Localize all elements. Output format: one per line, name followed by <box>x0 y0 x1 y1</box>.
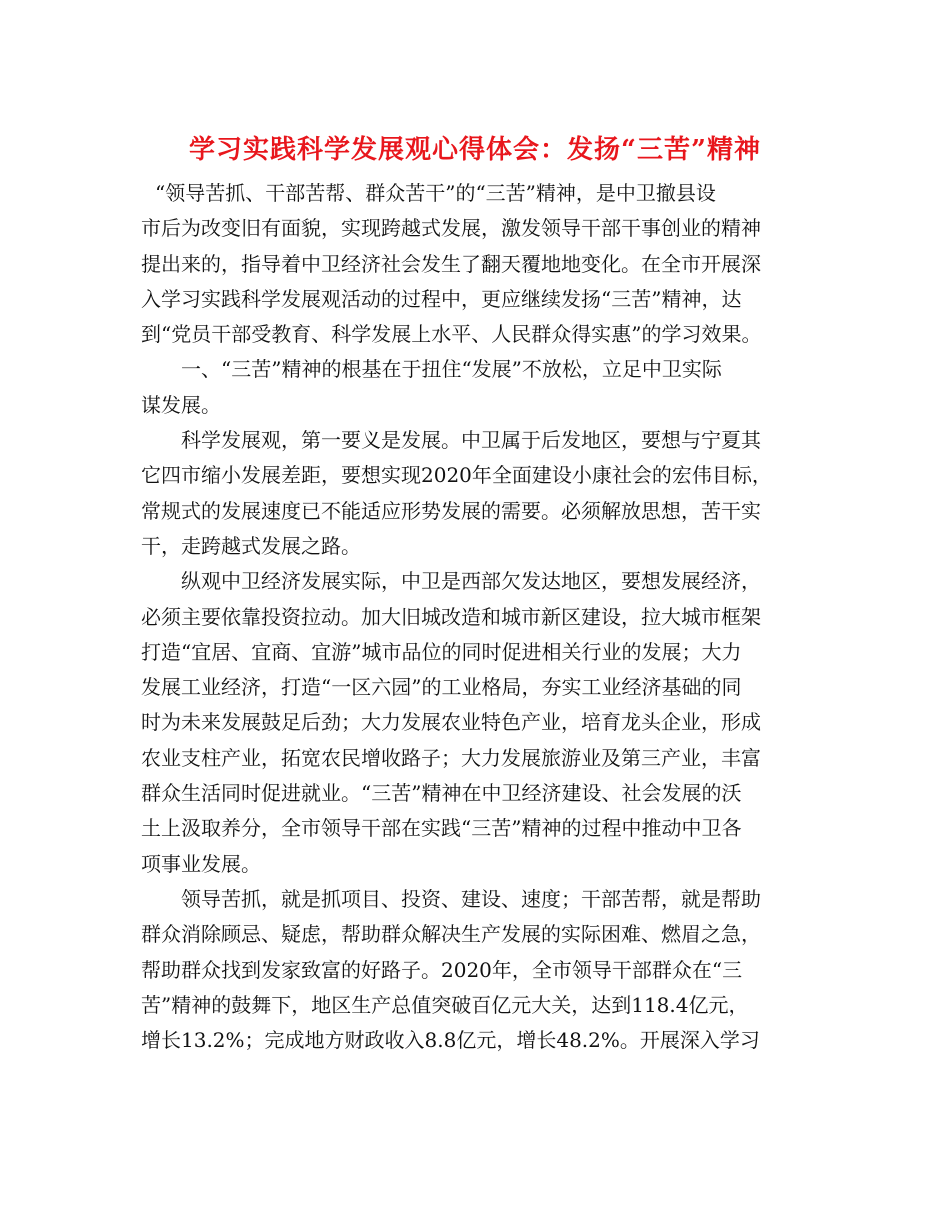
text-line: 科学发展观，第一要义是发展。中卫属于后发地区，要想与宁夏其 <box>181 428 761 453</box>
document-body <box>141 176 817 1058</box>
text-line: 干，走跨越式发展之路。 <box>141 533 361 558</box>
text-line: 常规式的发展速度已不能适应形势发展的需要。必须解放思想，苦干实 <box>141 498 761 523</box>
text-line: 群众消除顾忌、疑虑，帮助群众解决生产发展的实际困难、燃眉之急， <box>141 922 761 947</box>
text-line: 农业支柱产业，拓宽农民增收路子；大力发展旅游业及第三产业，丰富 <box>141 745 761 770</box>
text-line: 发展工业经济，打造“一区六园”的工业格局，夯实工业经济基础的同 <box>141 675 742 700</box>
text-line: 它四市缩小发展差距，要想实现2020年全面建设小康社会的宏伟目标， <box>141 463 772 488</box>
text-line: 苦”精神的鼓舞下，地区生产总值突破百亿元大关，达到118.4亿元， <box>141 992 749 1017</box>
text-line: 帮助群众找到发家致富的好路子。2020年，全市领导干部群众在“三 <box>141 957 743 982</box>
text-line: 谋发展。 <box>141 392 221 417</box>
text-line: 领导苦抓，就是抓项目、投资、建设、速度；干部苦帮，就是帮助 <box>181 886 761 911</box>
text-line: 市后为改变旧有面貌，实现跨越式发展，激发领导干部干事创业的精神 <box>141 216 761 241</box>
text-line: 土上汲取养分，全市领导干部在实践“三苦”精神的过程中推动中卫各 <box>141 816 742 841</box>
text-line: 入学习实践科学发展观活动的过程中，更应继续发扬“三苦”精神，达 <box>141 286 742 311</box>
text-line: “领导苦抓、干部苦帮、群众苦干”的“三苦”精神，是中卫撤县设 <box>155 181 716 205</box>
text-line: 提出来的，指导着中卫经济社会发生了翻天覆地地变化。在全市开展深 <box>141 251 761 276</box>
text-line: 一、“三苦”精神的根基在于扭住“发展”不放松，立足中卫实际 <box>181 357 722 382</box>
text-line: 到“党员干部受教育、科学发展上水平、人民群众得实惠”的学习效果。 <box>141 322 762 347</box>
text-line: 群众生活同时促进就业。“三苦”精神在中卫经济建设、社会发展的沃 <box>141 781 742 806</box>
text-line: 必须主要依靠投资拉动。加大旧城改造和城市新区建设，拉大城市框架 <box>141 604 761 629</box>
text-line: 打造“宜居、宜商、宜游”城市品位的同时促进相关行业的发展；大力 <box>141 639 742 664</box>
document-title: 学习实践科学发展观心得体会：发扬“三苦”精神 <box>189 135 761 165</box>
text-line: 增长13.2%；完成地方财政收入8.8亿元，增长48.2%。开展深入学习 <box>141 1028 760 1053</box>
text-line: 项事业发展。 <box>141 851 261 876</box>
text-line: 时为未来发展鼓足后劲；大力发展农业特色产业，培育龙头企业，形成 <box>141 710 761 735</box>
text-line: 纵观中卫经济发展实际，中卫是西部欠发达地区，要想发展经济， <box>181 569 761 594</box>
